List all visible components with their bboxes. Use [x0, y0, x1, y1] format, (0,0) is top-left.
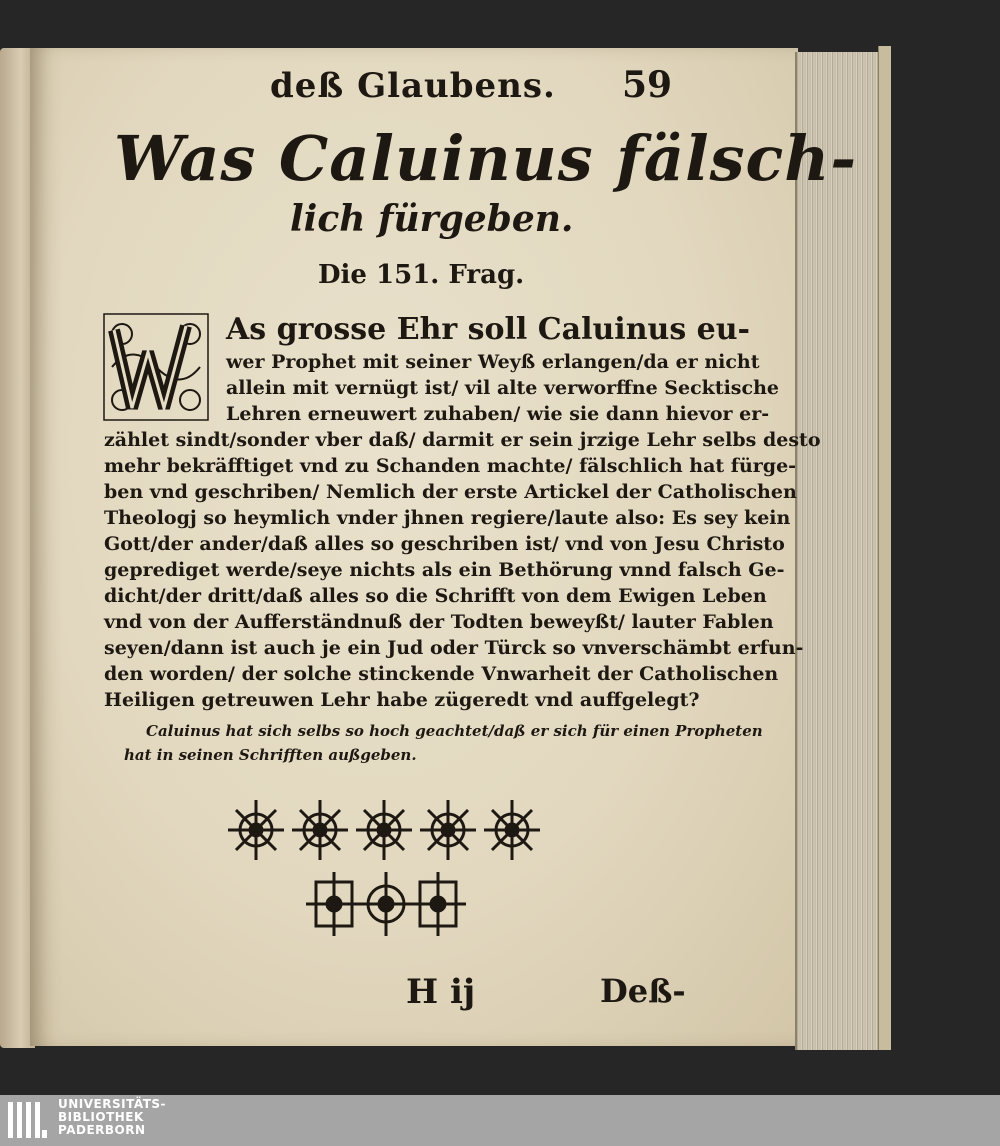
text-line: geprediget werde/seye nichts als ein Bethörung vnnd falsch Ge-: [104, 559, 785, 581]
text-line: vnd von der Aufferständnuß der Todten beweyßt/ lauter Fablen: [104, 611, 774, 633]
book-cover-edge: [878, 46, 891, 1050]
marginal-gloss-line: Caluinus hat sich selbs so hoch geachtet/daß er sich für einen Propheten: [146, 722, 763, 740]
first-line: As grosse Ehr soll Caluinus eu-: [226, 312, 751, 347]
text-line: mehr bekräfftiget vnd zu Schanden machte/ fälschlich hat fürge-: [104, 455, 797, 477]
text-line: Lehren erneuwert zuhaben/ wie sie dann hievor er-: [226, 403, 770, 425]
text-line: Theologj so heymlich vnder jhnen regiere/laute also: Es sey kein: [104, 507, 791, 529]
signature-mark: H ij: [406, 972, 476, 1012]
text-line: seyen/dann ist auch je ein Jud oder Türck so vnverschämbt erfun-: [104, 637, 804, 659]
decorated-initial-w-icon: [102, 312, 210, 422]
text-line: dicht/der dritt/daß alles so die Schrifft von dem Ewigen Leben: [104, 585, 767, 607]
chapter-title-line-2: lich fürgeben.: [290, 198, 574, 240]
text-line: Gott/der ander/daß alles so geschriben ist/ vnd von Jesu Christo: [104, 533, 785, 555]
text-line: allein mit vernügt ist/ vil alte verworffne Secktische: [226, 377, 779, 399]
show-through-bleed: [95, 840, 675, 1010]
text-line: ben vnd geschriben/ Nemlich der erste Artickel der Catholischen: [104, 481, 797, 503]
chapter-title-line-1: Was Caluinus fälsch-: [114, 122, 858, 195]
marginal-gloss-line: hat in seinen Schrifften außgeben.: [124, 746, 417, 764]
text-line: den worden/ der solche stinckende Vnwarheit der Catholischen: [104, 663, 779, 685]
text-line: Heiligen getreuwen Lehr habe zügeredt vnd auffgelegt?: [104, 689, 700, 711]
running-head: deß Glaubens.: [270, 66, 556, 106]
library-name-line: PADERBORN: [58, 1123, 146, 1137]
page-number: 59: [622, 64, 673, 106]
library-name-line: BIBLIOTHEK: [58, 1110, 144, 1124]
library-name-line: UNIVERSITÄTS-: [58, 1097, 167, 1111]
text-line: wer Prophet mit seiner Weyß erlangen/da er nicht: [226, 351, 760, 373]
library-name: [58, 1098, 166, 1137]
question-heading: Die 151. Frag.: [318, 260, 525, 290]
page-fore-edge: [795, 52, 882, 1050]
catchword: Deß-: [600, 972, 686, 1010]
library-logo-icon: [8, 1100, 48, 1140]
text-line: zählet sindt/sonder vber daß/ darmit er sein jrzige Lehr selbs desto: [104, 429, 821, 451]
